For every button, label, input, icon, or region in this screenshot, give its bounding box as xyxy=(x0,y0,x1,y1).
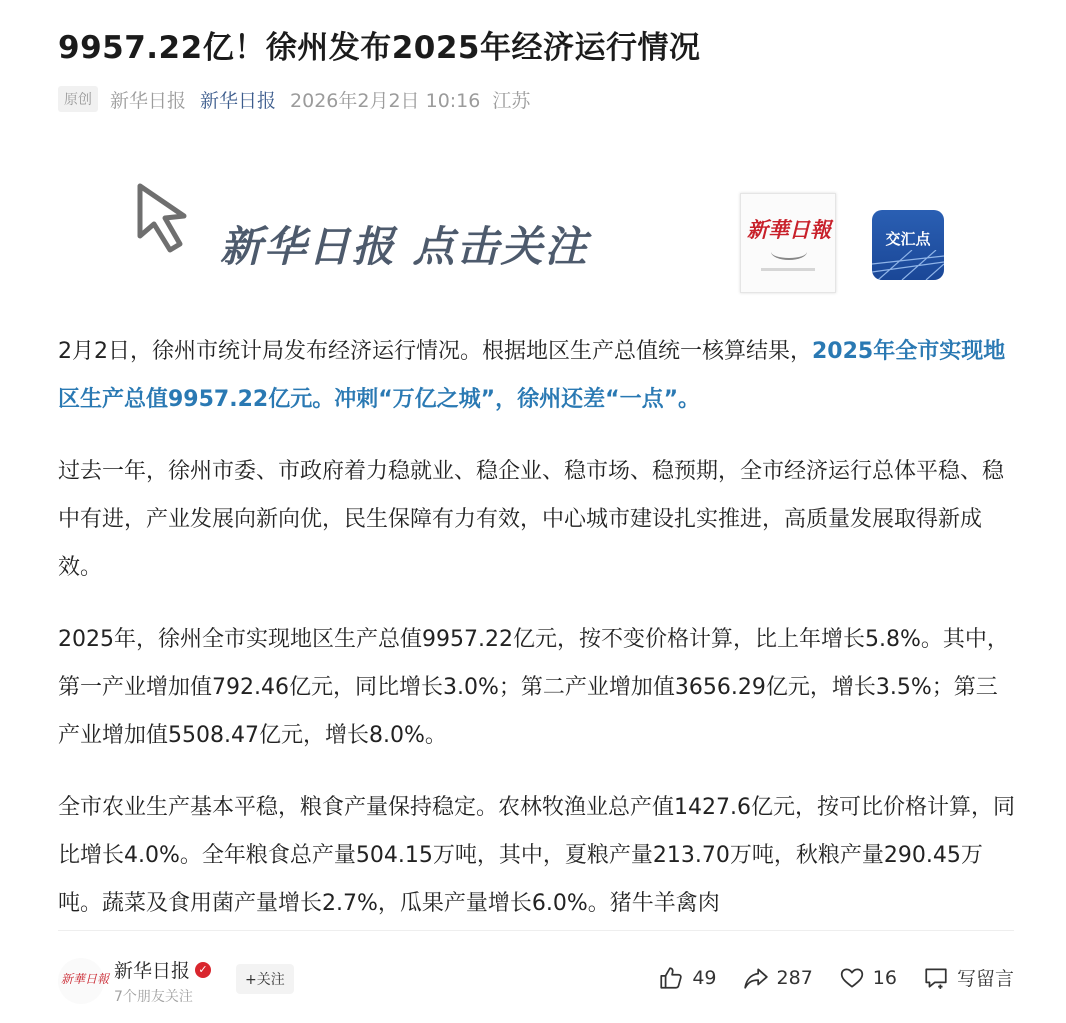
article-footer xyxy=(58,950,1016,1010)
jiaohuidian-logo-text: 交汇点 xyxy=(885,230,931,248)
favorite-count: 16 xyxy=(872,966,897,989)
article-title: 9957.22亿！徐州发布2025年经济运行情况 xyxy=(58,30,701,66)
publish-datetime: 2026年2月2日 10:16 xyxy=(290,89,481,112)
publish-location: 江苏 xyxy=(492,89,531,112)
follow-banner[interactable] xyxy=(132,178,952,298)
friends-following: 7个朋友关注 xyxy=(114,989,193,1005)
original-badge: 原创 xyxy=(58,86,98,112)
banner-text: 新华日报 点击关注 xyxy=(220,222,589,271)
comment-icon xyxy=(923,965,949,991)
like-button[interactable] xyxy=(658,965,716,991)
comment-label: 写留言 xyxy=(956,968,1014,990)
avatar-logo-text: 新華日報 xyxy=(61,972,110,986)
share-button[interactable] xyxy=(743,965,813,991)
account-name-row[interactable] xyxy=(114,956,211,983)
like-count: 49 xyxy=(692,966,717,989)
favorite-button[interactable] xyxy=(839,965,897,991)
paragraph-2: 过去一年，徐州市委、市政府着力稳就业、稳企业、稳市场、稳预期，全市经济运行总体平稳、稳中有进，产业发展向新向优，民生保障有力有效，中心城市建设扎实推进，高质量发展取得新成效。 xyxy=(58,459,1005,580)
paragraph-3: 2025年，徐州全市实现地区生产总值9957.22亿元，按不变价格计算，比上年增长5.8%。其中，第一产业增加值792.46亿元，同比增长3.0%；第二产业增加值3656.29亿元，增长3.5%；第三产业增加值5508.47亿元，增长8.0%。 xyxy=(58,627,1009,748)
follow-button[interactable]: +关注 xyxy=(236,964,294,994)
share-count: 287 xyxy=(776,966,813,989)
paragraph-4: 全市农业生产基本平稳，粮食产量保持稳定。农林牧渔业总产值1427.6亿元，按可比价格计算，同比增长4.0%。全年粮食总产量504.15万吨，其中，夏粮产量213.70万吨，秋粮产量290.45万吨。蔬菜及食用菌产量增长2.7%，瓜果产量增长6.0%。猪牛羊禽肉 xyxy=(58,795,1015,916)
avatar[interactable] xyxy=(58,958,110,1004)
highlight-text: 2025年全市实现地区生产总值9957.22亿元。冲刺“万亿之城”，徐州还差“一点”。 xyxy=(58,339,1006,412)
comment-button[interactable] xyxy=(923,964,1014,991)
arrow-cursor-icon xyxy=(132,178,202,258)
paragraph-1: 2月2日，徐州市统计局发布经济运行情况。根据地区生产总值统一核算结果，2025年全市实现地区生产总值9957.22亿元。冲刺“万亿之城”，徐州还差“一点”。 xyxy=(58,339,1006,412)
jiaohuidian-logo xyxy=(872,210,944,280)
account-name: 新华日报 xyxy=(114,960,191,982)
xinhua-daily-logo xyxy=(740,193,836,293)
share-icon xyxy=(743,965,769,991)
source-name: 新华日报 xyxy=(110,89,187,112)
action-bar xyxy=(632,964,1014,991)
verified-icon: ✓ xyxy=(195,962,211,978)
account-link[interactable]: 新华日报 xyxy=(200,89,277,112)
article-meta xyxy=(58,84,530,114)
article-body xyxy=(58,328,1016,928)
thumbs-up-icon xyxy=(658,965,684,991)
heart-icon xyxy=(839,965,865,991)
xinhua-daily-logo-text: 新華日報 xyxy=(747,217,831,242)
footer-divider xyxy=(58,930,1014,931)
